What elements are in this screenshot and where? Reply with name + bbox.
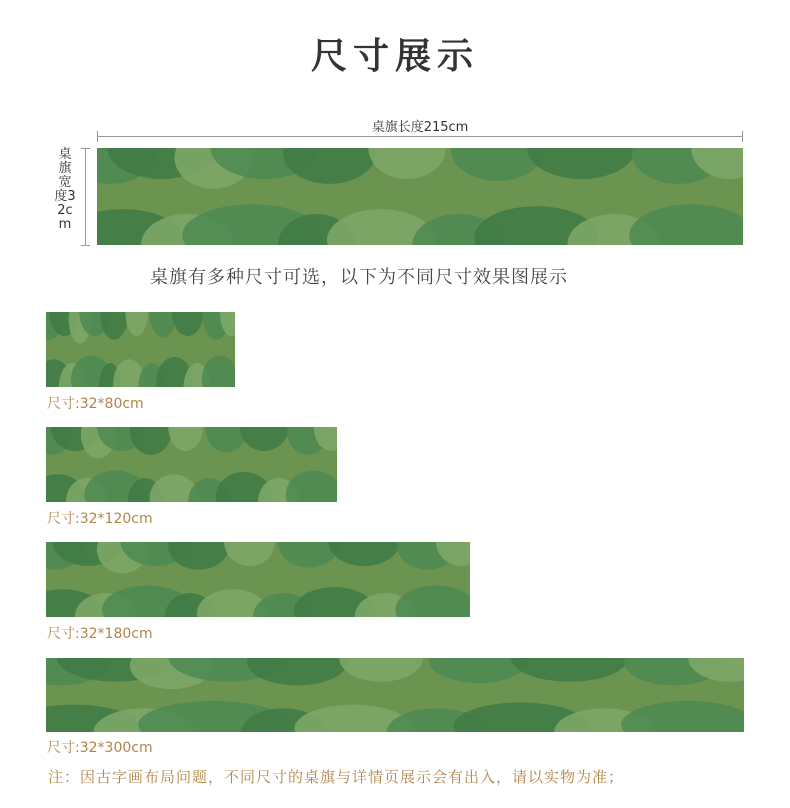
leaf-shape — [527, 148, 636, 179]
page-title: 尺寸展示 — [310, 35, 479, 77]
leaf-shape — [339, 658, 423, 682]
leaf-pattern — [46, 542, 470, 617]
disclaimer-note: 注：因古字画布局问题，不同尺寸的桌旗与详情页展示会有出入，请以实物为准； — [48, 768, 625, 786]
size-label-180: 尺寸:32*180cm — [47, 626, 153, 642]
table-runner-image-180 — [46, 542, 470, 617]
leaf-shape — [511, 658, 628, 682]
leaf-shape — [621, 701, 744, 732]
leaf-shape — [368, 148, 446, 179]
leaf-shape — [224, 542, 275, 566]
leaf-shape — [328, 542, 399, 566]
leaf-shape — [629, 204, 743, 245]
leaf-pattern — [46, 658, 744, 732]
leaf-shape — [100, 312, 127, 340]
length-label: 桌旗长度215cm — [371, 120, 469, 135]
main-table-runner-image — [97, 148, 743, 245]
leaf-pattern — [46, 312, 235, 387]
length-dimension — [97, 116, 743, 142]
size-label-300: 尺寸:32*300cm — [47, 740, 153, 756]
size-description: 桌旗有多种尺寸可选，以下为不同尺寸效果图展示 — [150, 267, 568, 288]
table-runner-image-80 — [46, 312, 235, 387]
leaf-pattern — [97, 148, 743, 245]
leaf-shape — [130, 427, 172, 455]
leaf-shape — [247, 658, 348, 685]
width-label: 桌旗宽度32cm — [54, 147, 76, 232]
length-tick-left — [97, 131, 98, 142]
width-tick-bottom — [81, 245, 90, 246]
leaf-shape — [125, 312, 148, 336]
width-dimension — [52, 146, 92, 246]
width-line — [85, 148, 86, 246]
width-tick-top — [81, 148, 90, 149]
table-runner-image-120 — [46, 427, 337, 502]
size-label-120: 尺寸:32*120cm — [47, 511, 153, 527]
leaf-shape — [202, 356, 235, 388]
leaf-shape — [168, 542, 229, 570]
length-tick-right — [742, 131, 743, 142]
length-line — [97, 136, 743, 137]
leaf-shape — [172, 312, 204, 336]
leaf-pattern — [46, 427, 337, 502]
leaf-shape — [168, 427, 203, 451]
leaf-shape — [395, 586, 470, 618]
leaf-shape — [286, 471, 337, 503]
leaf-shape — [240, 427, 289, 451]
leaf-shape — [283, 148, 376, 184]
table-runner-image-300 — [46, 658, 744, 732]
size-label-80: 尺寸:32*80cm — [47, 396, 144, 412]
